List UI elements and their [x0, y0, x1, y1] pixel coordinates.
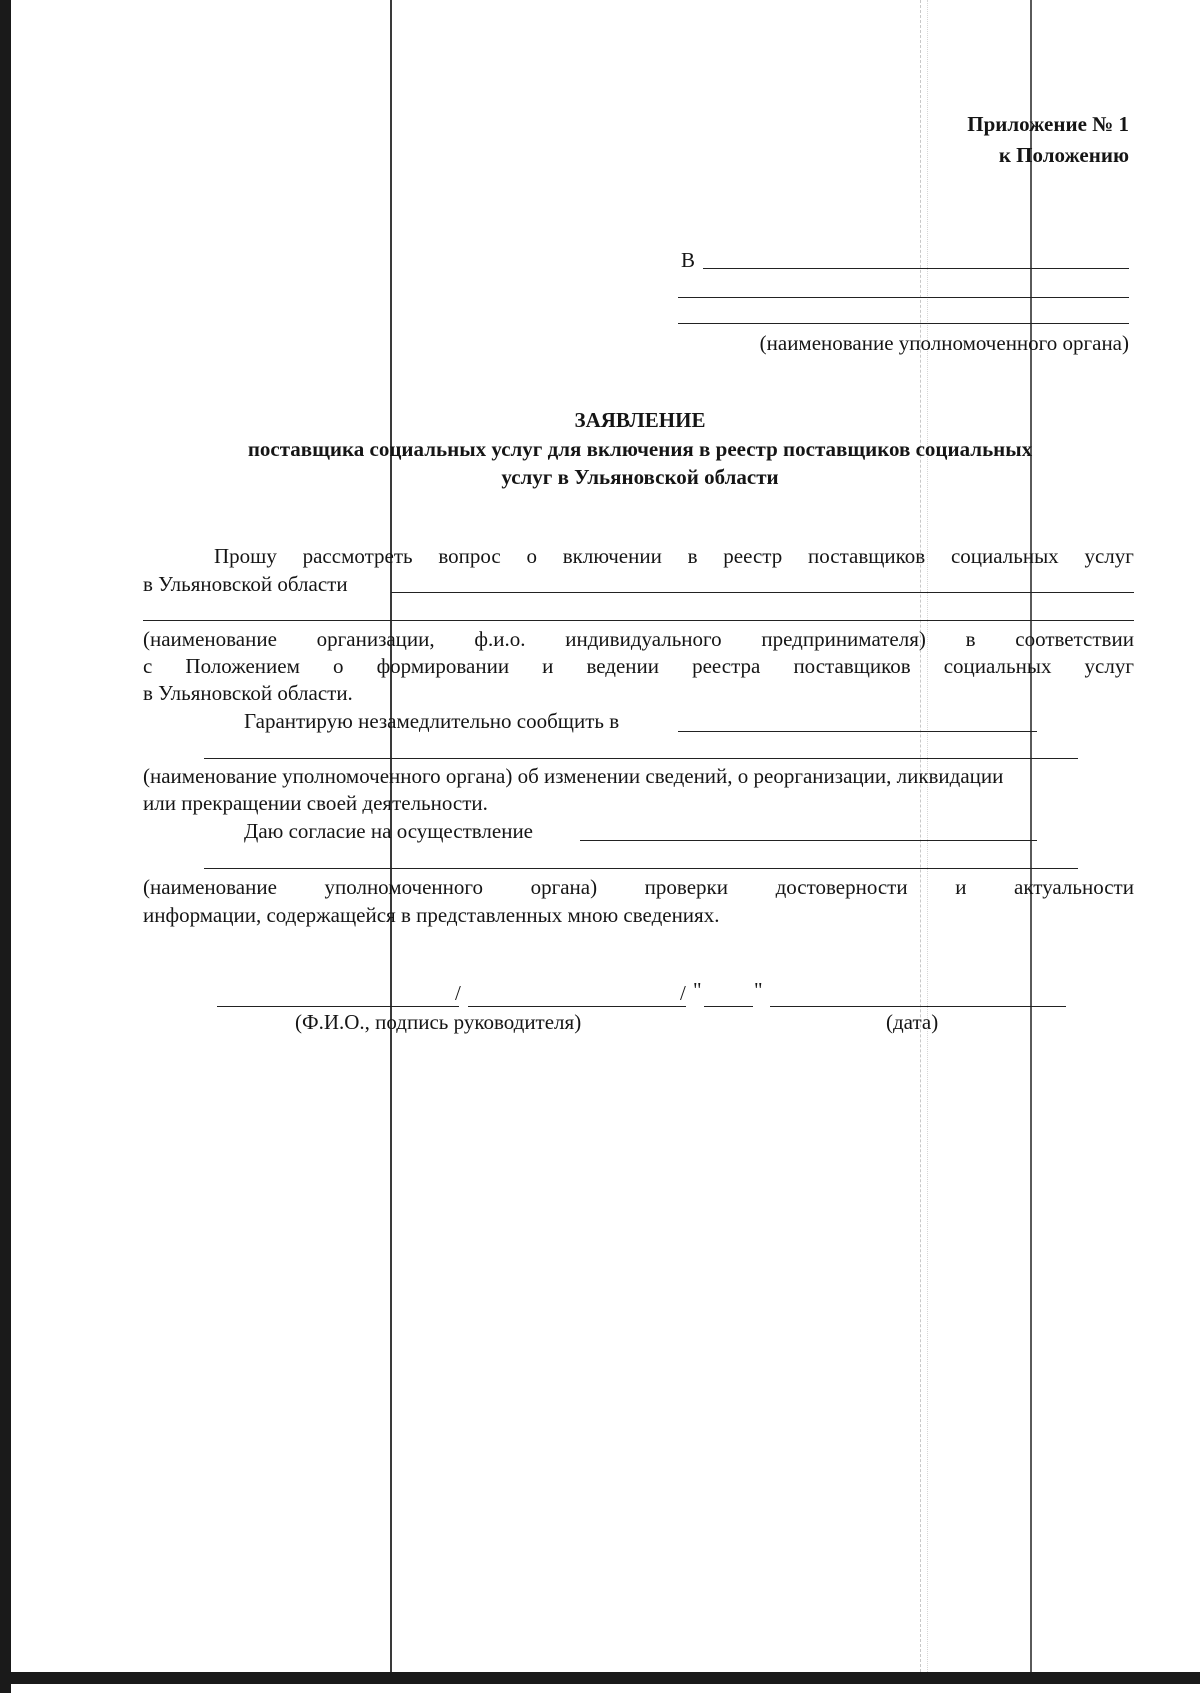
word: индивидуального: [565, 627, 722, 651]
word: соответствии: [1015, 627, 1134, 651]
annex-number: Приложение № 1: [967, 112, 1129, 136]
body-line: Даю согласие на осуществление: [244, 819, 534, 843]
body-line: или прекращении своей деятельности.: [143, 791, 488, 815]
word: о: [332, 654, 344, 678]
addressee-caption: (наименование уполномоченного органа): [759, 331, 1129, 355]
name-signature-line[interactable]: [217, 1006, 459, 1007]
word: услуг: [1084, 544, 1134, 568]
word: (наименование: [143, 875, 277, 899]
body-line: [143, 653, 1134, 679]
word: Положением: [185, 654, 300, 678]
consent-authority-line[interactable]: [204, 868, 1078, 869]
word: о: [526, 544, 537, 568]
addressee-prefix: В: [681, 248, 696, 272]
word: вопрос: [438, 544, 501, 568]
fold-line: [927, 0, 929, 1672]
word: органа): [530, 875, 598, 899]
word: реестр: [723, 544, 783, 568]
word: поставщиков: [793, 654, 911, 678]
scan-edge-bottom: [0, 1672, 1200, 1684]
authority-name-line[interactable]: [678, 731, 1037, 732]
word: реестра: [692, 654, 761, 678]
word: с: [143, 654, 153, 678]
body-line: информации, содержащейся в представленных мною сведениях.: [143, 903, 720, 927]
word: поставщиков: [807, 544, 926, 568]
body-line: (наименование уполномоченного органа) об изменении сведений, о реорганизации, ликвидации: [143, 764, 1004, 788]
slash: /: [455, 981, 461, 1005]
quote-open: ": [693, 978, 702, 1002]
word: формировании: [376, 654, 510, 678]
body-line: [143, 874, 1134, 900]
body-line: в Ульяновской области: [143, 572, 348, 596]
word: достоверности: [775, 875, 908, 899]
consent-authority-line[interactable]: [580, 840, 1037, 841]
addressee-line[interactable]: [678, 323, 1129, 324]
word: в: [965, 627, 976, 651]
document-title: ЗАЯВЛЕНИЕ: [574, 408, 706, 432]
day-line[interactable]: [704, 1006, 753, 1007]
fold-line: [920, 0, 922, 1672]
document-subtitle: услуг в Ульяновской области: [501, 465, 779, 489]
word: ведении: [586, 654, 660, 678]
word: и: [542, 654, 554, 678]
word: и: [955, 875, 967, 899]
addressee-line[interactable]: [703, 268, 1129, 269]
date-line[interactable]: [770, 1006, 1066, 1007]
word: в: [687, 544, 698, 568]
word: включении: [562, 544, 662, 568]
word: рассмотреть: [302, 544, 413, 568]
word: организации,: [316, 627, 435, 651]
date-caption: (дата): [886, 1010, 939, 1034]
organization-name-line[interactable]: [391, 592, 1134, 593]
word: проверки: [644, 875, 728, 899]
quote-close: ": [754, 978, 763, 1002]
word: Прошу: [214, 544, 277, 568]
word: ф.и.о.: [474, 627, 526, 651]
body-line: [214, 543, 1134, 569]
scan-edge-left: [0, 0, 11, 1693]
word: актуальности: [1014, 875, 1134, 899]
slash: /: [680, 981, 686, 1005]
annex-reference: к Положению: [998, 143, 1129, 167]
fold-line: [1030, 0, 1032, 1672]
word: уполномоченного: [324, 875, 483, 899]
body-line: [143, 626, 1134, 652]
word: предпринимателя): [761, 627, 926, 651]
body-line: в Ульяновской области.: [143, 681, 353, 705]
signature-line[interactable]: [468, 1006, 686, 1007]
word: социальных: [950, 544, 1059, 568]
organization-name-line[interactable]: [143, 620, 1134, 621]
body-line: Гарантирую незамедлительно сообщить в: [244, 709, 620, 733]
addressee-line[interactable]: [678, 297, 1129, 298]
word: (наименование: [143, 627, 277, 651]
word: социальных: [943, 654, 1052, 678]
signature-caption: (Ф.И.О., подпись руководителя): [295, 1010, 582, 1034]
authority-name-line[interactable]: [204, 758, 1078, 759]
word: услуг: [1084, 654, 1134, 678]
document-subtitle: поставщика социальных услуг для включения в реестр поставщиков социальных: [247, 437, 1033, 461]
